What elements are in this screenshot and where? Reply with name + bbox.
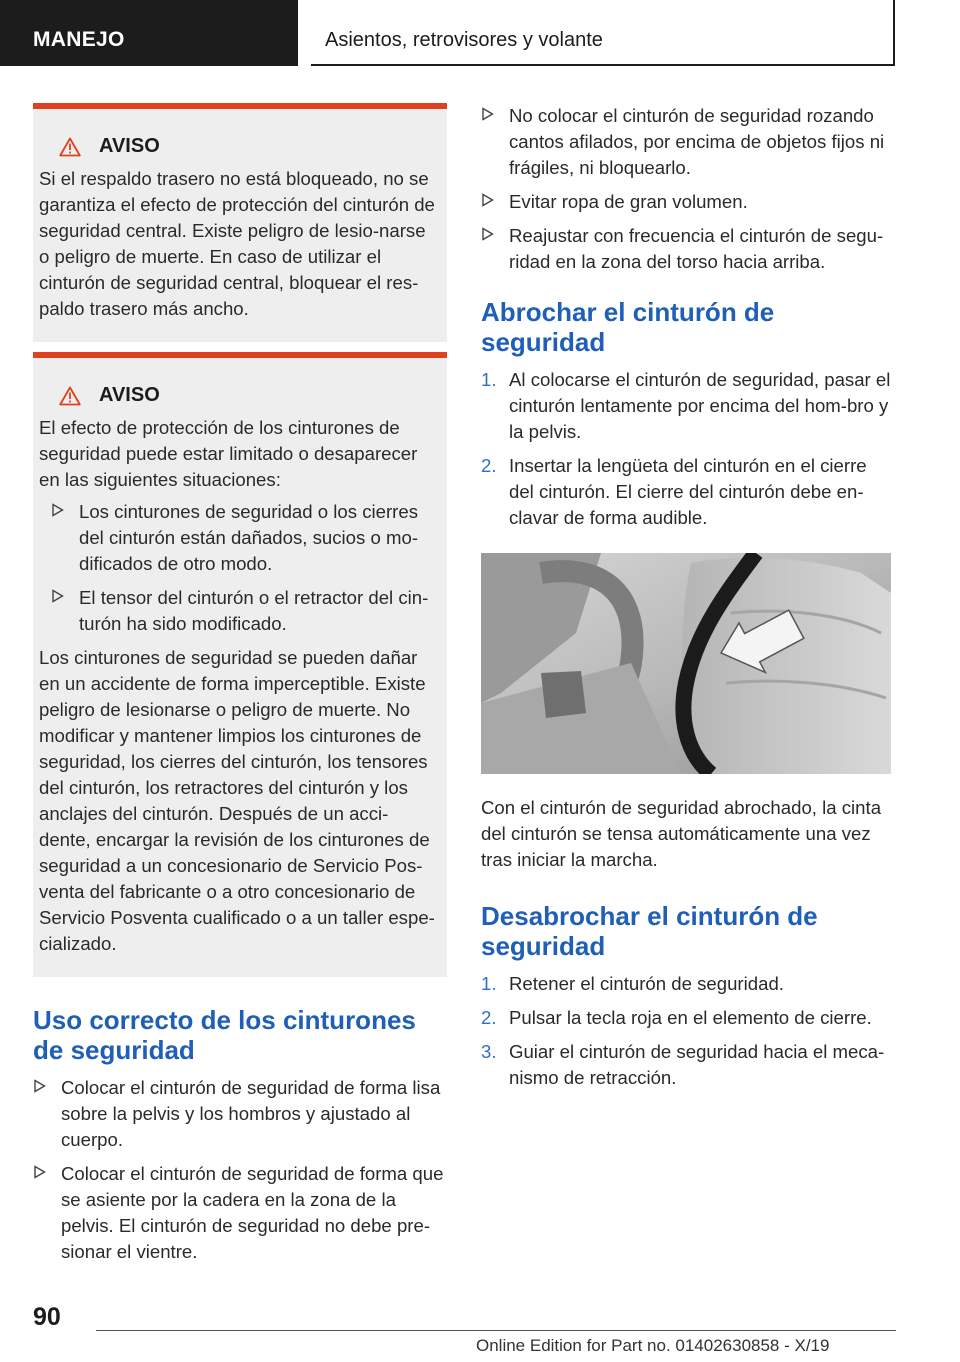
header-chapter: Asientos, retrovisores y volante (311, 0, 895, 66)
list-item: Reajustar con frecuencia el cinturón de segu‐ridad en la zona del torso hacia arriba. (481, 223, 895, 275)
footer-edition: Online Edition for Part no. 01402630858 - X/19 (476, 1336, 830, 1355)
list-item: 3. Guiar el cinturón de seguridad hacia el meca‐nismo de retracción. (481, 1041, 885, 1088)
fasten-after-text: Con el cinturón de seguridad abrochado, la cinta del cinturón se tensa automáticamente una vez tras iniciar la marcha. (481, 797, 882, 870)
footer-divider (96, 1330, 896, 1331)
section-title-correct-use: Uso correcto de los cinturones de seguridad (33, 1005, 416, 1065)
triangle-bullet-icon (51, 503, 64, 517)
section-title-fasten: Abrochar el cinturón de seguridad (481, 297, 775, 357)
list-item: 1. Al colocarse el cinturón de seguridad, pasar el cinturón lentamente por encima del hom‐bro y la pelvis. (481, 369, 891, 442)
triangle-bullet-icon (481, 227, 494, 241)
section-title-unfasten: Desabrochar el cinturón de seguridad (481, 901, 818, 961)
warning-box-2 (33, 352, 447, 977)
triangle-bullet-icon (33, 1079, 46, 1093)
warning-triangle-icon (59, 386, 81, 406)
warning-box-1 (33, 103, 447, 342)
correct-use-bullet-list (33, 1075, 447, 1265)
list-item: Evitar ropa de gran volumen. (481, 189, 895, 215)
fasten-steps-list (481, 367, 895, 531)
unfasten-steps-list (481, 971, 895, 1091)
right-column (481, 103, 895, 1099)
triangle-bullet-icon (51, 589, 64, 603)
warning-triangle-icon (59, 137, 81, 157)
list-item: Colocar el cinturón de seguridad de forma lisa sobre la pelvis y los hombros y ajustado al cuerpo. (33, 1075, 447, 1153)
warning-title-2: AVISO (59, 384, 437, 407)
warning-text-1: Si el respaldo trasero no está bloqueado, no se garantiza el efecto de protección del cinturón de seguridad central. Existe peligro de lesio‐narse o peligro de muerte. En caso de utilizar el cinturón de seguridad central, bloquear el res‐paldo trasero más ancho. (39, 168, 435, 319)
triangle-bullet-icon (481, 193, 494, 207)
list-item: 2. Pulsar la tecla roja en el elemento de cierre. (481, 1007, 872, 1028)
list-item: 2. Insertar la lengüeta del cinturón en el cierre del cinturón. El cierre del cinturón debe en‐clavar de forma audible. (481, 455, 867, 528)
list-item: Colocar el cinturón de seguridad de forma que se asiente por la cadera en la zona de la pelvis. El cinturón de seguridad no debe pre‐sionar el vientre. (33, 1161, 447, 1265)
warning-text-2: Los cinturones de seguridad se pueden dañar en un accidente de forma imperceptible. Existe peligro de lesionarse o peligro de muerte. No modificar y mantener limpios los cinturones de seguridad, los cierres del cinturón, los tensores del cinturón, los retractores del cinturón y los anclajes del cinturón. Después de un acci‐dente, encargar la revisión de los cinturones de seguridad a un concesionario de Servicio Pos‐venta del fabricante o a otro concesionario de Servicio Posventa cualificado o a un taller espe‐cializado. (39, 647, 435, 954)
list-item: Los cinturones de seguridad o los cierres del cinturón están dañados, sucios o mo‐dificados de otro modo. (51, 499, 437, 577)
list-item: El tensor del cinturón o el retractor del cin‐turón ha sido modificado. (51, 585, 437, 637)
warning-intro-2: El efecto de protección de los cinturones de seguridad puede estar limitado o desaparecer en las siguientes situaciones: (39, 417, 418, 490)
triangle-bullet-icon (33, 1165, 46, 1179)
triangle-bullet-icon (481, 107, 494, 121)
seatbelt-photo (481, 553, 891, 774)
list-item: 1. Retener el cinturón de seguridad. (481, 973, 784, 994)
left-column (33, 103, 447, 1273)
list-item: No colocar el cinturón de seguridad rozando cantos afilados, por encima de objetos fijos ni frágiles, ni bloquearlo. (481, 103, 895, 181)
correct-use-bullet-list-cont (481, 103, 895, 275)
warning-title-1: AVISO (59, 135, 437, 158)
warning-bullet-list (51, 499, 437, 637)
page-number: 90 (33, 1303, 61, 1331)
header-section: MANEJO (0, 0, 298, 66)
